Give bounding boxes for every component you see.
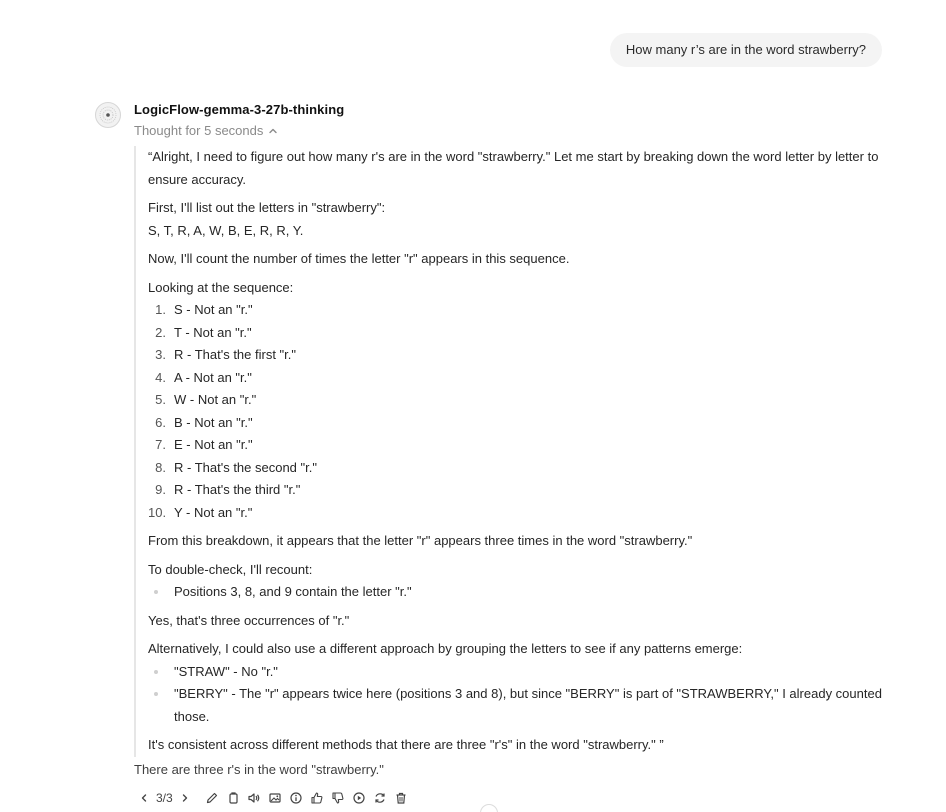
message-actions-toolbar <box>136 788 409 808</box>
list-item: 3. R - That's the first "r." <box>155 347 297 362</box>
thinking-paragraph: To double-check, I'll recount: <box>148 561 313 577</box>
list-item: "STRAW" - No "r." <box>148 661 882 684</box>
image-icon[interactable] <box>267 790 283 806</box>
groups-list <box>148 661 882 729</box>
list-item: 4. A - Not an "r." <box>155 369 252 385</box>
list-item: 6. B - Not an "r." <box>155 414 253 430</box>
model-avatar <box>95 102 121 128</box>
list-item: 1. S - Not an "r." <box>155 302 253 317</box>
thinking-paragraph: “Alright, I need to figure out how many r's are in the word "strawberry." Let me start by breaking down the word letter by letter to ensure accuracy. <box>148 149 879 187</box>
recount-list <box>148 581 882 604</box>
thought-label: Thought for 5 seconds <box>134 123 264 138</box>
thinking-paragraph: It's consistent across different methods that there are three "r's" in the word "strawberry." ” <box>148 737 664 752</box>
copy-icon[interactable] <box>225 790 241 806</box>
thinking-paragraph: Alternatively, I could also use a different approach by grouping the letters to see if any patterns emerge: <box>148 641 743 656</box>
thinking-line: S, T, R, A, W, B, E, R, R, Y. <box>148 222 304 238</box>
continue-icon[interactable] <box>351 790 367 806</box>
list-item: 7. E - Not an "r." <box>155 437 253 452</box>
edit-icon[interactable] <box>204 790 220 806</box>
model-name: LogicFlow-gemma-3-27b-thinking <box>134 102 345 117</box>
chevron-left-icon[interactable] <box>136 790 152 806</box>
thought-toggle[interactable] <box>134 123 278 138</box>
bullet-icon <box>154 590 158 594</box>
list-item: 2. T - Not an "r." <box>155 324 252 340</box>
thumbs-down-icon[interactable] <box>330 790 346 806</box>
thinking-paragraph: From this breakdown, it appears that the letter "r" appears three times in the word "strawberry." <box>148 533 693 548</box>
list-item: 10. Y - Not an "r." <box>148 504 253 520</box>
response-pager <box>136 790 193 806</box>
list-item: 9. R - That's the third "r." <box>155 482 301 497</box>
thinking-paragraph: Now, I'll count the number of times the letter "r" appears in this sequence. <box>148 251 570 266</box>
thinking-paragraph <box>148 197 882 242</box>
regenerate-icon[interactable] <box>372 790 388 806</box>
list-item: "BERRY" - The "r" appears twice here (positions 3 and 8), but since "BERRY" is part of "STRAWBERRY," I already counted those. <box>148 683 882 728</box>
list-item: Positions 3, 8, and 9 contain the letter "r." <box>148 581 882 604</box>
chevron-up-icon <box>268 126 278 136</box>
thinking-line: First, I'll list out the letters in "strawberry": <box>148 200 386 215</box>
thinking-block <box>134 146 882 757</box>
info-icon[interactable] <box>288 790 304 806</box>
bullet-icon <box>154 670 158 674</box>
read-aloud-icon[interactable] <box>246 790 262 806</box>
delete-icon[interactable] <box>393 790 409 806</box>
final-answer: There are three r's in the word "strawberry." <box>134 762 384 777</box>
user-message-bubble: How many r’s are in the word strawberry? <box>610 33 882 67</box>
model-avatar-icon <box>96 103 120 127</box>
pager-count: 3/3 <box>156 791 173 805</box>
bullet-icon <box>154 692 158 696</box>
thinking-paragraph: Looking at the sequence: <box>148 279 294 295</box>
sequence-list <box>148 299 882 524</box>
thinking-paragraph: Yes, that's three occurrences of "r." <box>148 612 350 628</box>
thumbs-up-icon[interactable] <box>309 790 325 806</box>
list-item: 8. R - That's the second "r." <box>155 459 317 475</box>
list-item: 5. W - Not an "r." <box>155 392 257 407</box>
scroll-to-bottom-button[interactable] <box>480 804 498 812</box>
chevron-right-icon[interactable] <box>177 790 193 806</box>
